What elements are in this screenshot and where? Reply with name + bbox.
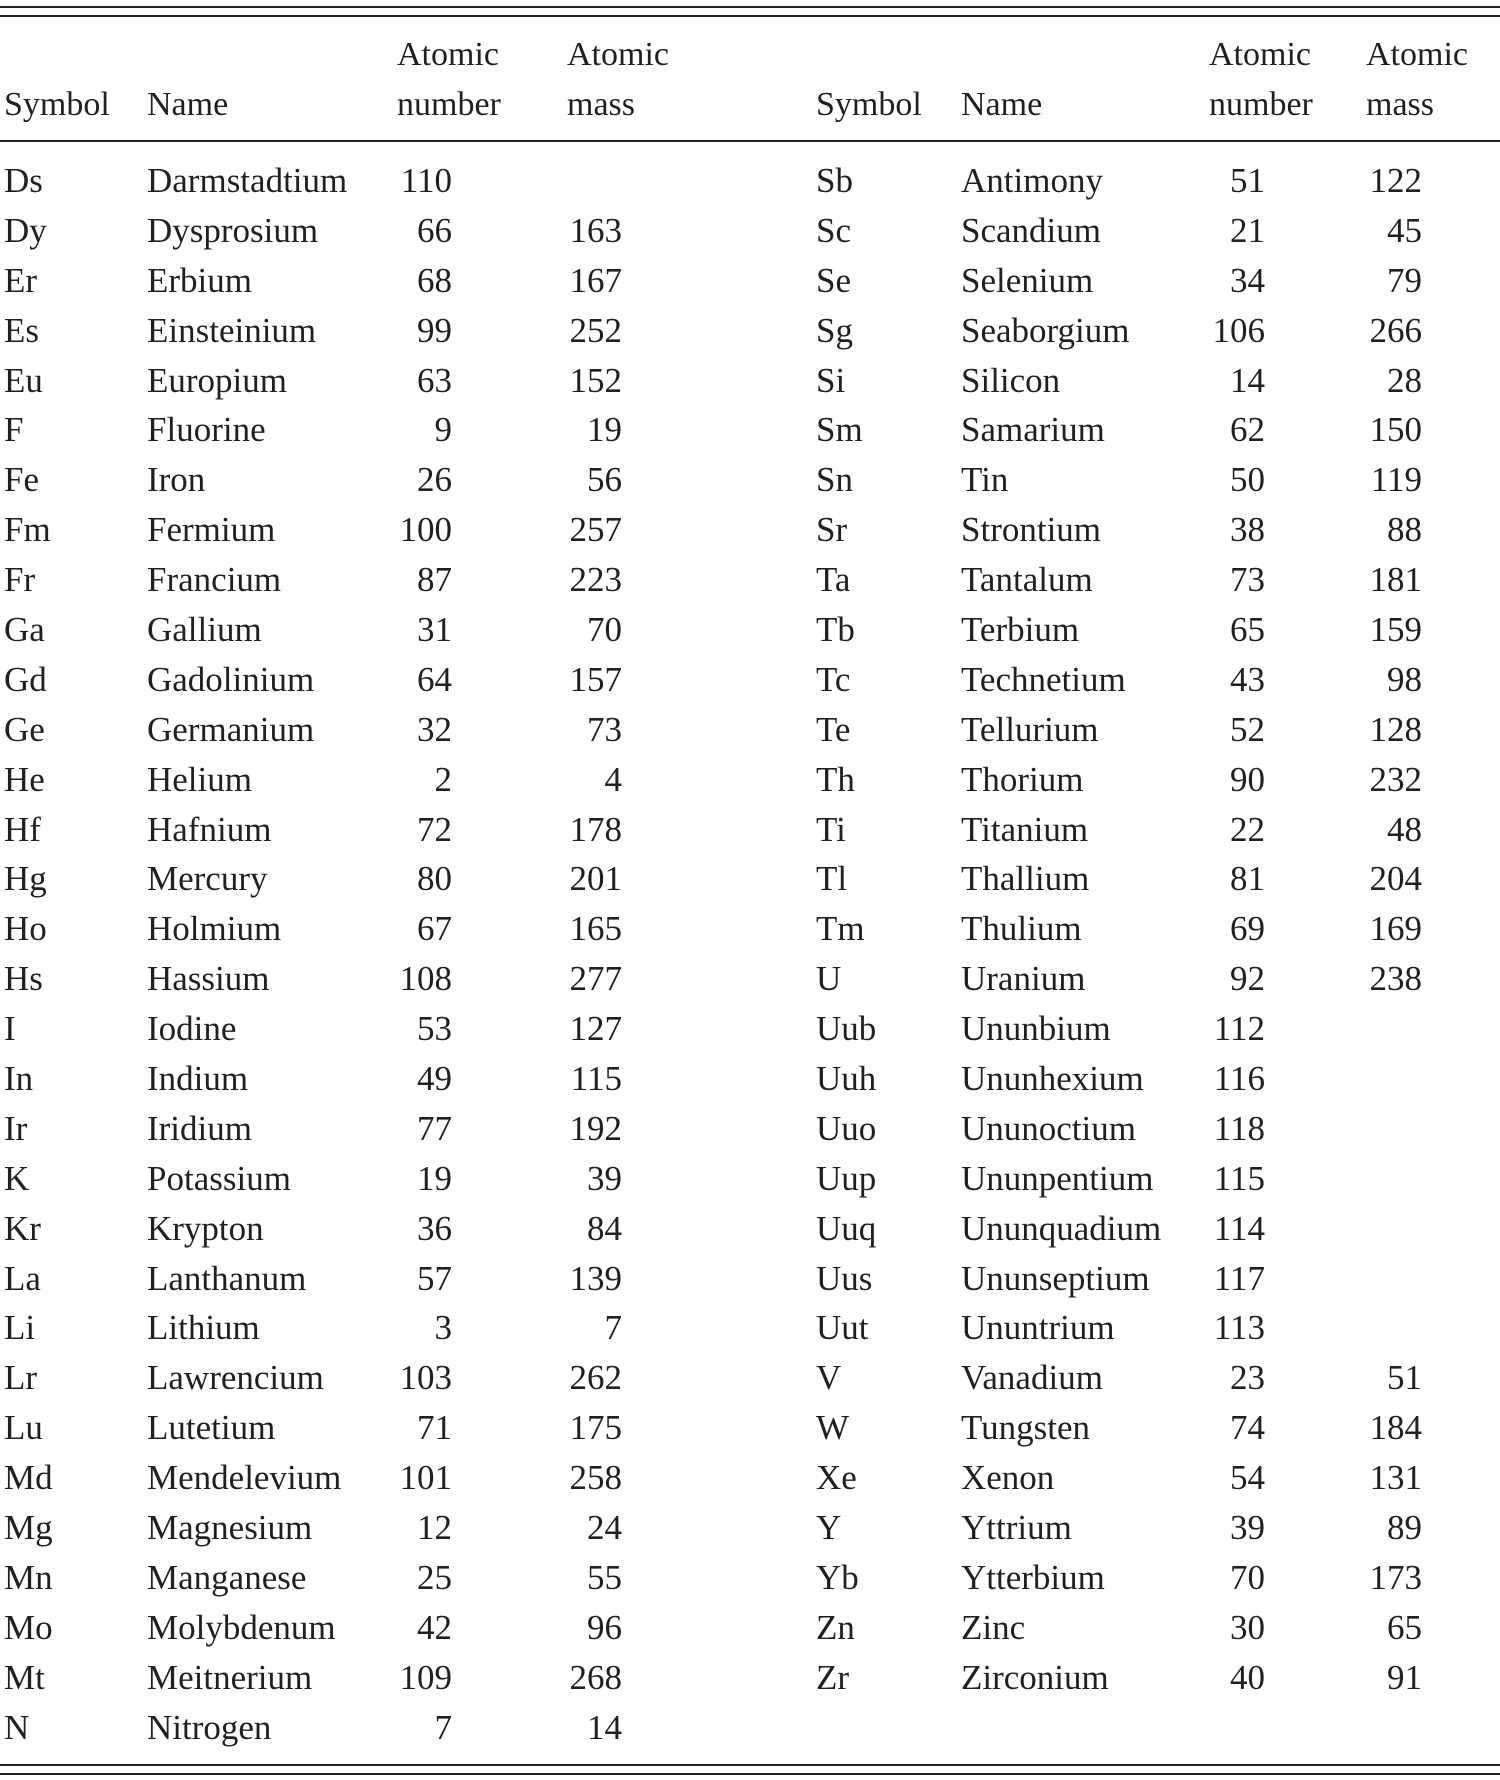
- table-row: [0, 805, 1500, 855]
- element-name: Mendelevium: [147, 1458, 342, 1498]
- atomic-mass: 55: [587, 1557, 622, 1597]
- atomic-number: 31: [417, 610, 452, 650]
- element-symbol: Mt: [4, 1657, 45, 1697]
- atomic-mass: 98: [1387, 659, 1422, 699]
- element-symbol: Hs: [4, 959, 43, 999]
- element-name: Krypton: [147, 1208, 264, 1248]
- element-name: Europium: [147, 360, 287, 400]
- element-name: Thallium: [961, 859, 1090, 899]
- atomic-number: 103: [399, 1358, 452, 1398]
- element-name: Lawrencium: [147, 1358, 324, 1398]
- element-symbol: N: [4, 1707, 30, 1747]
- atomic-number: 114: [1213, 1208, 1265, 1248]
- atomic-mass: 131: [1369, 1458, 1422, 1498]
- atomic-number: 112: [1213, 1009, 1265, 1049]
- element-name: Tantalum: [961, 560, 1093, 600]
- atomic-number: 9: [434, 410, 452, 450]
- atomic-mass: 96: [587, 1607, 622, 1647]
- element-name: Ununoctium: [961, 1108, 1136, 1148]
- element-name: Lanthanum: [147, 1258, 307, 1298]
- header-atomic-number-right: [1209, 30, 1313, 130]
- atomic-mass: 157: [569, 659, 622, 699]
- atomic-number: 34: [1230, 260, 1265, 300]
- table-row: [0, 1353, 1500, 1403]
- element-symbol: Ho: [4, 909, 47, 949]
- atomic-number: 77: [417, 1108, 452, 1148]
- element-symbol: Uus: [816, 1258, 873, 1298]
- atomic-mass: 139: [569, 1258, 622, 1298]
- atomic-mass: 122: [1369, 161, 1422, 200]
- table-row: [0, 1403, 1500, 1453]
- table-row: [0, 256, 1500, 306]
- atomic-number: 32: [417, 709, 452, 749]
- atomic-mass: 45: [1387, 210, 1422, 250]
- element-name: Francium: [147, 560, 282, 600]
- right-column-block: [0, 156, 1500, 1703]
- atomic-mass: 201: [569, 859, 622, 899]
- element-name: Uranium: [961, 959, 1086, 999]
- atomic-number: 38: [1230, 510, 1265, 550]
- table-row: [0, 755, 1500, 805]
- element-symbol: Uuq: [816, 1208, 877, 1248]
- atomic-mass: 19: [587, 410, 622, 450]
- element-name: Scandium: [961, 210, 1101, 250]
- atomic-mass: 91: [1387, 1657, 1422, 1697]
- bottom-rule-inner: [0, 1764, 1500, 1766]
- element-symbol: Mo: [4, 1607, 53, 1647]
- atomic-mass: 167: [569, 260, 622, 300]
- atomic-mass: 119: [1370, 460, 1422, 500]
- element-symbol: Lr: [4, 1358, 38, 1398]
- atomic-mass: 28: [1387, 360, 1422, 400]
- bottom-rule-outer: [0, 1773, 1500, 1775]
- table-row: [0, 455, 1500, 505]
- element-symbol: Y: [816, 1508, 842, 1548]
- element-name: Fluorine: [147, 410, 266, 450]
- element-name: Molybdenum: [147, 1607, 336, 1647]
- atomic-number: 14: [1230, 360, 1265, 400]
- header-atomic-number-line2: number: [397, 86, 501, 123]
- element-name: Iodine: [147, 1009, 237, 1049]
- element-name: Manganese: [147, 1557, 307, 1597]
- element-symbol: Fr: [4, 560, 36, 600]
- atomic-number: 113: [1213, 1308, 1265, 1348]
- atomic-number: 115: [1213, 1158, 1265, 1198]
- atomic-mass: 268: [569, 1657, 622, 1697]
- element-symbol: Yb: [816, 1557, 859, 1597]
- element-symbol: Uub: [816, 1009, 877, 1049]
- atomic-number: 106: [1212, 310, 1265, 350]
- atomic-number: 66: [417, 210, 452, 250]
- element-symbol: Sr: [816, 510, 848, 550]
- element-symbol: Ti: [816, 809, 846, 849]
- atomic-mass: 152: [569, 360, 622, 400]
- element-symbol: Ds: [4, 161, 43, 200]
- header-atomic-mass-line1: Atomic: [567, 36, 669, 73]
- atomic-mass: 73: [587, 709, 622, 749]
- element-name: Thulium: [961, 909, 1082, 949]
- element-symbol: Tb: [816, 610, 855, 650]
- element-symbol: Tl: [816, 859, 848, 899]
- element-symbol: Fe: [4, 460, 39, 500]
- element-symbol: Mn: [4, 1557, 53, 1597]
- atomic-number: 57: [417, 1258, 452, 1298]
- atomic-number: 69: [1230, 909, 1265, 949]
- element-symbol: W: [816, 1408, 850, 1448]
- atomic-mass: 169: [1369, 909, 1422, 949]
- element-symbol: Tc: [816, 659, 851, 699]
- element-symbol: Uuo: [816, 1108, 877, 1148]
- element-name: Lithium: [147, 1308, 260, 1348]
- element-name: Tin: [961, 460, 1009, 500]
- atomic-number: 52: [1230, 709, 1265, 749]
- element-name: Nitrogen: [147, 1707, 272, 1747]
- atomic-mass: 266: [1369, 310, 1422, 350]
- element-symbol: Sn: [816, 460, 853, 500]
- atomic-number: 22: [1230, 809, 1265, 849]
- element-name: Strontium: [961, 510, 1102, 550]
- atomic-number: 72: [417, 809, 452, 849]
- element-symbol: Ta: [816, 560, 851, 600]
- element-name: Thorium: [961, 759, 1084, 799]
- atomic-mass: 184: [1369, 1408, 1422, 1448]
- atomic-number: 81: [1230, 859, 1265, 899]
- atomic-number: 99: [417, 310, 452, 350]
- atomic-number: 92: [1230, 959, 1265, 999]
- atomic-number: 40: [1230, 1657, 1265, 1697]
- header-atomic-number-line1: Atomic: [397, 36, 499, 73]
- element-name: Darmstadtium: [147, 161, 348, 200]
- element-symbol: Se: [816, 260, 851, 300]
- atomic-mass: 56: [587, 460, 622, 500]
- element-name: Ununbium: [961, 1009, 1111, 1049]
- atomic-number: 74: [1230, 1408, 1265, 1448]
- element-name: Tellurium: [961, 709, 1099, 749]
- element-symbol: U: [816, 959, 842, 999]
- element-name: Einsteinium: [147, 310, 317, 350]
- atomic-number: 100: [399, 510, 452, 550]
- element-name: Hafnium: [147, 809, 272, 849]
- atomic-mass: 204: [1369, 859, 1422, 899]
- atomic-mass: 258: [569, 1458, 622, 1498]
- element-symbol: Th: [816, 759, 855, 799]
- element-symbol: Ir: [4, 1108, 28, 1148]
- atomic-number: 80: [417, 859, 452, 899]
- element-name: Titanium: [961, 809, 1089, 849]
- atomic-mass: 24: [587, 1508, 622, 1548]
- atomic-number: 54: [1230, 1458, 1265, 1498]
- atomic-mass: 165: [569, 909, 622, 949]
- element-name: Ununquadium: [961, 1208, 1162, 1248]
- element-symbol: Uuh: [816, 1059, 877, 1099]
- table-row: [0, 1503, 1500, 1553]
- header-atomic-mass-line2: mass: [1366, 86, 1434, 123]
- atomic-mass: 232: [1369, 759, 1422, 799]
- atomic-mass: 65: [1387, 1607, 1422, 1647]
- atomic-mass: 128: [1369, 709, 1422, 749]
- atomic-number: 23: [1230, 1358, 1265, 1398]
- table-row: [0, 1653, 1500, 1703]
- atomic-number: 3: [434, 1308, 452, 1348]
- atomic-number: 108: [399, 959, 452, 999]
- atomic-mass: 257: [569, 510, 622, 550]
- element-symbol: Zr: [816, 1657, 850, 1697]
- atomic-number: 25: [417, 1557, 452, 1597]
- element-symbol: Ga: [4, 610, 45, 650]
- element-name: Potassium: [147, 1158, 291, 1198]
- table-row: [0, 1004, 1500, 1054]
- element-name: Ununhexium: [961, 1059, 1144, 1099]
- element-name: Meitnerium: [147, 1657, 313, 1697]
- table-row: [0, 1453, 1500, 1503]
- atomic-number: 39: [1230, 1508, 1265, 1548]
- element-name: Ununpentium: [961, 1158, 1154, 1198]
- element-symbol: Sm: [816, 410, 863, 450]
- atomic-mass: 159: [1369, 610, 1422, 650]
- atomic-mass: 79: [1387, 260, 1422, 300]
- element-symbol: Sc: [816, 210, 851, 250]
- atomic-mass: 163: [569, 210, 622, 250]
- atomic-mass: 175: [569, 1408, 622, 1448]
- element-symbol: Sg: [816, 310, 853, 350]
- element-symbol: Tm: [816, 909, 865, 949]
- atomic-number: 53: [417, 1009, 452, 1049]
- table-row: [0, 206, 1500, 256]
- element-name: Germanium: [147, 709, 315, 749]
- atomic-mass: 7: [604, 1308, 622, 1348]
- atomic-mass: 223: [569, 560, 622, 600]
- element-symbol: Eu: [4, 360, 43, 400]
- atomic-mass: 173: [1369, 1557, 1422, 1597]
- table-row: [0, 1553, 1500, 1603]
- header-atomic-mass-left: [567, 30, 669, 130]
- atomic-number: 51: [1230, 161, 1265, 200]
- table-row: [0, 705, 1500, 755]
- atomic-mass: 127: [569, 1009, 622, 1049]
- element-name: Fermium: [147, 510, 276, 550]
- atomic-mass: 238: [1369, 959, 1422, 999]
- atomic-number: 30: [1230, 1607, 1265, 1647]
- table-row: [0, 1204, 1500, 1254]
- atomic-mass: 262: [569, 1358, 622, 1398]
- table-header: [0, 0, 1500, 140]
- element-name: Silicon: [961, 360, 1061, 400]
- table-row: [0, 1703, 1500, 1753]
- atomic-number: 50: [1230, 460, 1265, 500]
- element-name: Hassium: [147, 959, 270, 999]
- table-row: [0, 1154, 1500, 1204]
- table-row: [0, 356, 1500, 406]
- atomic-number: 109: [399, 1657, 452, 1697]
- element-name: Yttrium: [961, 1508, 1072, 1548]
- element-symbol: Li: [4, 1308, 36, 1348]
- atomic-number: 71: [417, 1408, 452, 1448]
- atomic-mass: 192: [569, 1108, 622, 1148]
- table-row: [0, 405, 1500, 455]
- element-symbol: Si: [816, 360, 846, 400]
- element-symbol: K: [4, 1158, 30, 1198]
- element-symbol: Uup: [816, 1158, 877, 1198]
- atomic-number: 67: [417, 909, 452, 949]
- element-symbol: Gd: [4, 659, 47, 699]
- element-name: Helium: [147, 759, 252, 799]
- element-name: Ytterbium: [961, 1557, 1105, 1597]
- atomic-number: 73: [1230, 560, 1265, 600]
- table-row: [0, 156, 1500, 206]
- element-symbol: He: [4, 759, 45, 799]
- atomic-number: 64: [417, 659, 452, 699]
- table-row: [0, 904, 1500, 954]
- table-row: [0, 505, 1500, 555]
- element-name: Gallium: [147, 610, 262, 650]
- atomic-number: 101: [399, 1458, 452, 1498]
- element-symbol: Er: [4, 260, 38, 300]
- header-atomic-number-left: [397, 30, 501, 130]
- element-name: Vanadium: [961, 1358, 1103, 1398]
- element-name: Iron: [147, 460, 206, 500]
- atomic-mass: 70: [587, 610, 622, 650]
- atomic-number: 68: [417, 260, 452, 300]
- header-atomic-mass-line1: Atomic: [1366, 36, 1468, 73]
- element-name: Seaborgium: [961, 310, 1130, 350]
- element-symbol: Sb: [816, 161, 853, 200]
- element-symbol: Xe: [816, 1458, 857, 1498]
- element-symbol: Ge: [4, 709, 45, 749]
- table-row: [0, 1254, 1500, 1304]
- header-atomic-mass-line2: mass: [567, 86, 635, 123]
- element-name: Technetium: [961, 659, 1126, 699]
- element-name: Iridium: [147, 1108, 252, 1148]
- header-atomic-mass-right: [1366, 30, 1468, 130]
- atomic-number: 90: [1230, 759, 1265, 799]
- atomic-mass: 277: [569, 959, 622, 999]
- atomic-mass: 178: [569, 809, 622, 849]
- element-name: Erbium: [147, 260, 252, 300]
- atomic-number: 63: [417, 360, 452, 400]
- element-name: Zirconium: [961, 1657, 1109, 1697]
- table-row: [0, 854, 1500, 904]
- header-name-right: Name: [961, 86, 1043, 123]
- table-row: [0, 655, 1500, 705]
- atomic-number: 110: [400, 161, 452, 200]
- atomic-number: 26: [417, 460, 452, 500]
- element-symbol: Kr: [4, 1208, 41, 1248]
- element-symbol: I: [4, 1009, 16, 1049]
- atomic-number: 117: [1213, 1258, 1265, 1298]
- atomic-number: 116: [1213, 1059, 1265, 1099]
- element-name: Selenium: [961, 260, 1094, 300]
- atomic-number: 70: [1230, 1557, 1265, 1597]
- atomic-mass: 39: [587, 1158, 622, 1198]
- atomic-number: 7: [434, 1707, 452, 1747]
- element-name: Lutetium: [147, 1408, 276, 1448]
- atomic-mass: 115: [570, 1059, 622, 1099]
- atomic-number: 87: [417, 560, 452, 600]
- element-name: Terbium: [961, 610, 1080, 650]
- element-symbol: Fm: [4, 510, 51, 550]
- table-row: [0, 954, 1500, 1004]
- element-name: Mercury: [147, 859, 268, 899]
- element-symbol: Md: [4, 1458, 53, 1498]
- element-name: Indium: [147, 1059, 249, 1099]
- element-symbol: Lu: [4, 1408, 43, 1448]
- element-name: Dysprosium: [147, 210, 319, 250]
- atomic-number: 12: [417, 1508, 452, 1548]
- element-symbol: Mg: [4, 1508, 53, 1548]
- element-name: Antimony: [961, 161, 1103, 200]
- atomic-mass: 181: [1369, 560, 1422, 600]
- element-symbol: Hg: [4, 859, 47, 899]
- element-symbol: V: [816, 1358, 842, 1398]
- table-row: [0, 555, 1500, 605]
- element-name: Tungsten: [961, 1408, 1091, 1448]
- table-row: [0, 1303, 1500, 1353]
- element-name: Samarium: [961, 410, 1105, 450]
- element-name: Ununseptium: [961, 1258, 1150, 1298]
- atomic-number: 2: [434, 759, 452, 799]
- atomic-mass: 89: [1387, 1508, 1422, 1548]
- header-atomic-number-line2: number: [1209, 86, 1313, 123]
- atomic-mass: 4: [604, 759, 622, 799]
- table-row: [0, 1104, 1500, 1154]
- element-name: Holmium: [147, 909, 282, 949]
- table-row: [0, 1054, 1500, 1104]
- table-row: [0, 306, 1500, 356]
- table-row: [0, 605, 1500, 655]
- atomic-mass: 51: [1387, 1358, 1422, 1398]
- atomic-number: 36: [417, 1208, 452, 1248]
- element-name: Zinc: [961, 1607, 1026, 1647]
- element-symbol: In: [4, 1059, 34, 1099]
- atomic-number: 118: [1213, 1108, 1265, 1148]
- atomic-number: 19: [417, 1158, 452, 1198]
- atomic-mass: 14: [587, 1707, 622, 1747]
- element-symbol: Te: [816, 709, 851, 749]
- atomic-number: 49: [417, 1059, 452, 1099]
- atomic-mass: 252: [569, 310, 622, 350]
- atomic-number: 43: [1230, 659, 1265, 699]
- element-symbol: Uut: [816, 1308, 869, 1348]
- atomic-mass: 84: [587, 1208, 622, 1248]
- element-symbol: Hf: [4, 809, 41, 849]
- atomic-number: 42: [417, 1607, 452, 1647]
- element-name: Ununtrium: [961, 1308, 1115, 1348]
- element-symbol: Zn: [816, 1607, 855, 1647]
- atomic-number: 21: [1230, 210, 1265, 250]
- atomic-mass: 48: [1387, 809, 1422, 849]
- element-symbol: Es: [4, 310, 39, 350]
- header-rule: [0, 140, 1500, 142]
- header-atomic-number-line1: Atomic: [1209, 36, 1311, 73]
- header-name-left: Name: [147, 86, 229, 123]
- element-name: Xenon: [961, 1458, 1055, 1498]
- atomic-mass: 150: [1369, 410, 1422, 450]
- element-symbol: Dy: [4, 210, 47, 250]
- atomic-mass: 88: [1387, 510, 1422, 550]
- element-name: Magnesium: [147, 1508, 313, 1548]
- atomic-number: 62: [1230, 410, 1265, 450]
- element-symbol: La: [4, 1258, 41, 1298]
- table-row: [0, 1603, 1500, 1653]
- element-symbol: F: [4, 410, 24, 450]
- atomic-number: 65: [1230, 610, 1265, 650]
- header-symbol-left: Symbol: [4, 86, 110, 123]
- header-symbol-right: Symbol: [816, 86, 922, 123]
- element-name: Gadolinium: [147, 659, 315, 699]
